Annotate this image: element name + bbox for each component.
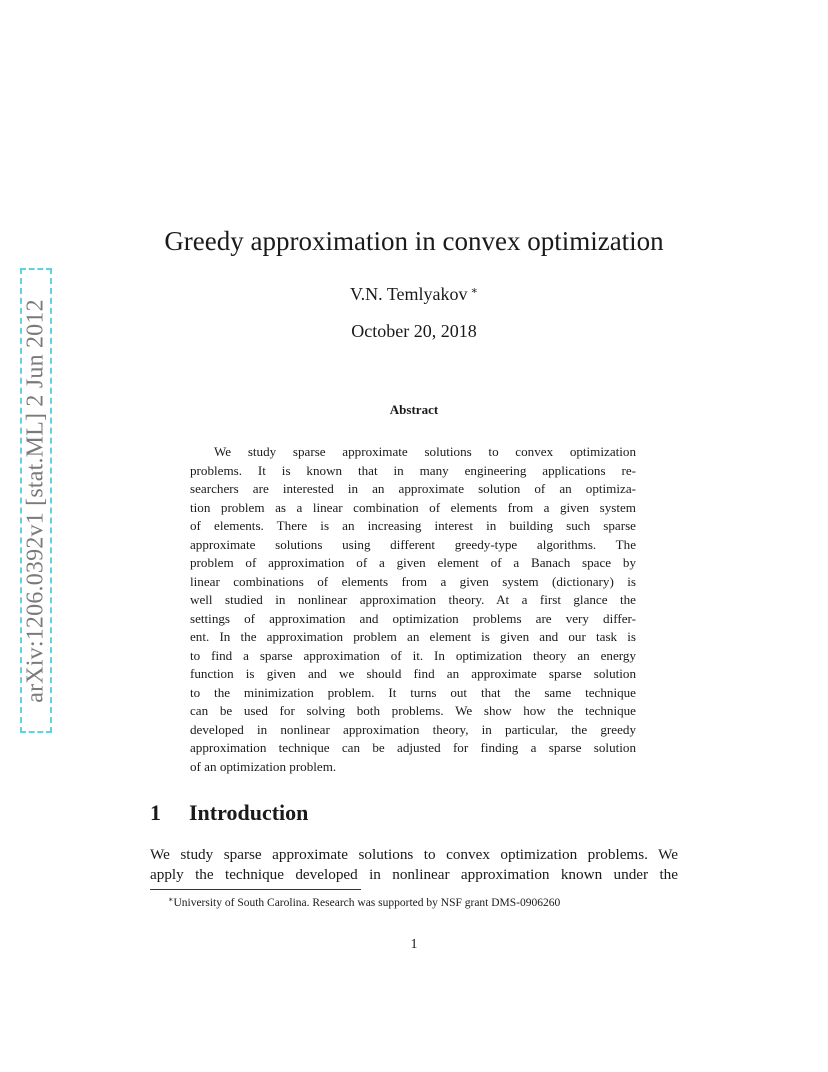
abstract-line: can be used for solving both problems. We show how the technique xyxy=(190,703,636,718)
author-name: V.N. Temlyakov xyxy=(349,284,468,304)
abstract-line: approximate solutions using different greedy-type algorithms. The xyxy=(190,536,636,552)
footnote-divider xyxy=(150,889,361,890)
abstract-line: ent. In the approximation problem an element is given and our task is xyxy=(190,629,636,644)
body-text-line: apply the technique developed in nonlinear approximation known under the xyxy=(150,865,678,883)
abstract-heading: Abstract xyxy=(389,402,439,417)
abstract-line: of elements. There is an increasing interest in building such sparse xyxy=(190,518,636,533)
footnote-text: University of South Carolina. Research was supported by NSF grant DMS-0906260 xyxy=(173,897,561,909)
abstract-line: searchers are interested in an approximate solution of an optimiza- xyxy=(190,481,636,496)
abstract-line: developed in nonlinear approximation theory, in particular, the greedy xyxy=(190,721,636,737)
abstract-line: approximation technique can be adjusted for finding a sparse solution xyxy=(190,740,636,755)
abstract-line: to find a sparse approximation of it. In optimization theory an energy xyxy=(190,647,636,663)
abstract-line: function is given and we should find an approximate sparse solution xyxy=(190,666,636,681)
footnote xyxy=(168,895,560,909)
introduction-body xyxy=(150,845,678,884)
abstract-body xyxy=(190,443,636,776)
abstract-line: settings of approximation and optimization problems are very differ- xyxy=(190,610,636,626)
abstract-line: well studied in nonlinear approximation theory. At a first glance the xyxy=(190,592,636,607)
paper-title: Greedy approximation in convex optimization xyxy=(164,226,664,256)
abstract-line: linear combinations of elements from a given system (dictionary) is xyxy=(190,573,636,589)
abstract-line: problem of approximation of a given element of a Banach space by xyxy=(190,555,636,570)
arxiv-identifier-text: arXiv:1206.0392v1 [stat.ML] 2 Jun 2012 xyxy=(22,298,49,703)
abstract-line: tion problem as a linear combination of elements from a given system xyxy=(190,499,636,515)
paper-date: October 20, 2018 xyxy=(351,321,477,341)
abstract-line: of an optimization problem. xyxy=(190,758,337,774)
section-heading-introduction xyxy=(150,800,308,826)
page-number: 1 xyxy=(410,937,418,952)
footnote-mark: ∗ xyxy=(168,895,174,904)
abstract-line: We study sparse approximate solutions to convex optimization xyxy=(214,444,636,459)
abstract-line: to the minimization problem. It turns out that the same technique xyxy=(190,684,636,700)
author-footnote-mark: ∗ xyxy=(470,285,479,297)
author-line xyxy=(0,284,828,305)
section-title: Introduction xyxy=(189,800,309,825)
abstract-line: problems. It is known that in many engineering applications re- xyxy=(190,462,636,478)
section-number: 1 xyxy=(150,800,161,825)
body-text-line: We study sparse approximate solutions to convex optimization problems. We xyxy=(150,846,678,863)
